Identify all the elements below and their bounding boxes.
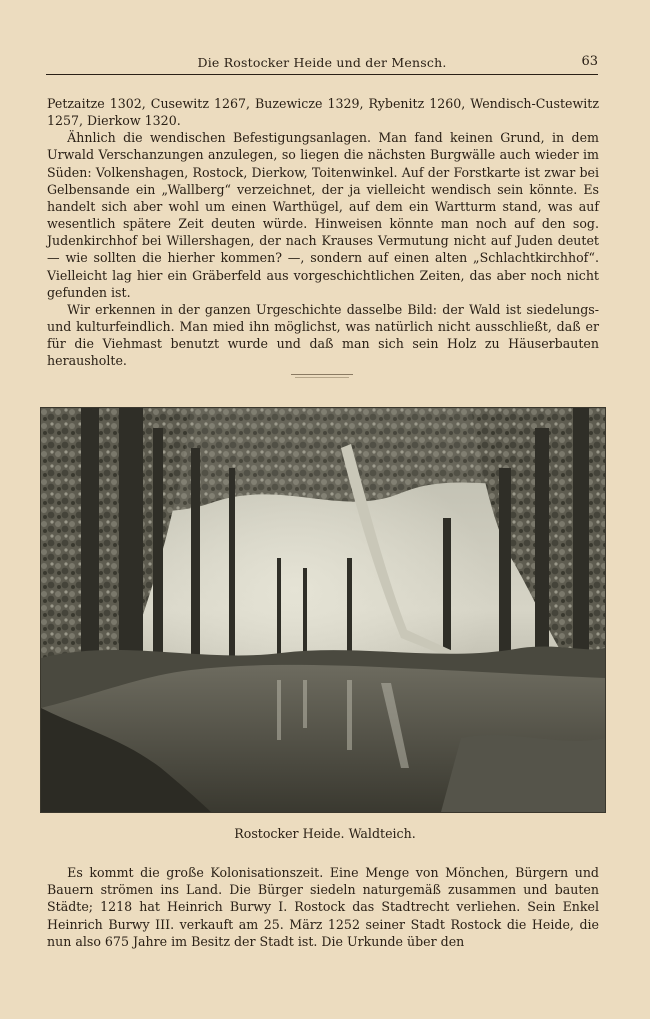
paragraph-place-names: Petzaitze 1302, Cusewitz 1267, Buzewicze 1329, Rybenitz 1260, Wendisch-Custewitz 1257, Dierkow 1320.: [47, 96, 599, 129]
paragraph-prehistory: Wir erkennen in der ganzen Urgeschichte dasselbe Bild: der Wald ist siedelungs- und kulturfeindlich. Man mied ihn möglichst, was natürlich nicht ausschließt, daß er für die Viehmast benutzt wurde und daß man sich sein Holz zu Häuserbauten herausholte.: [47, 301, 599, 369]
body-text-top: [47, 95, 599, 370]
forest-pond-photo: [41, 408, 605, 812]
running-title: Die Rostocker Heide und der Mensch.: [197, 55, 447, 70]
paragraph-colonization: Es kommt die große Kolonisationszeit. Eine Menge von Mönchen, Bürgern und Bauern strömen ins Land. Die Bürger siedeln naturgemäß zusammen und bauten Städte; 1218 hat Heinrich Burwy I. Rostock das Stadtrecht verliehen. Sein Enkel Heinrich Burwy III. verkauft am 25. März 1252 seiner Stadt Rostock die Heide, die nun also 675 Jahre im Besitz der Stadt ist. Die Urkunde über den: [47, 865, 599, 949]
header-rule: [46, 74, 598, 75]
section-divider: [291, 374, 353, 375]
paragraph-fortifications: Ähnlich die wendischen Befestigungsanlagen. Man fand keinen Grund, in dem Urwald Verschanzungen anzulegen, so liegen die nächsten Burgwälle auch wieder im Süden: Volkenshagen, Rostock, Dierkow, Toitenwinkel. Auf der Forstkarte ist zwar bei Gelbensande ein „Wallberg“ verzeichnet, der ja vielleicht wendisch sein könnte. Es handelt sich aber wohl um einen Warthügel, auf dem ein Wartturm stand, was auf wesentlich spätere Zeit deuten würde. Hinweisen könnte man noch auf den sog. Judenkirchhof bei Willershagen, der nach Krauses Vermutung nicht auf Juden deutet — wie sollten die hierher kommen? —, sondern auf einen alten „Schlachtkirchhof“. Vielleicht lag hier ein Gräberfeld aus vorgeschichtlichen Zeiten, das aber noch nicht gefunden ist.: [47, 130, 599, 300]
body-text-bottom: [47, 864, 599, 950]
page-number: 63: [581, 54, 598, 69]
running-header: [46, 54, 598, 74]
figure-caption: Rostocker Heide. Waldteich.: [234, 826, 416, 841]
